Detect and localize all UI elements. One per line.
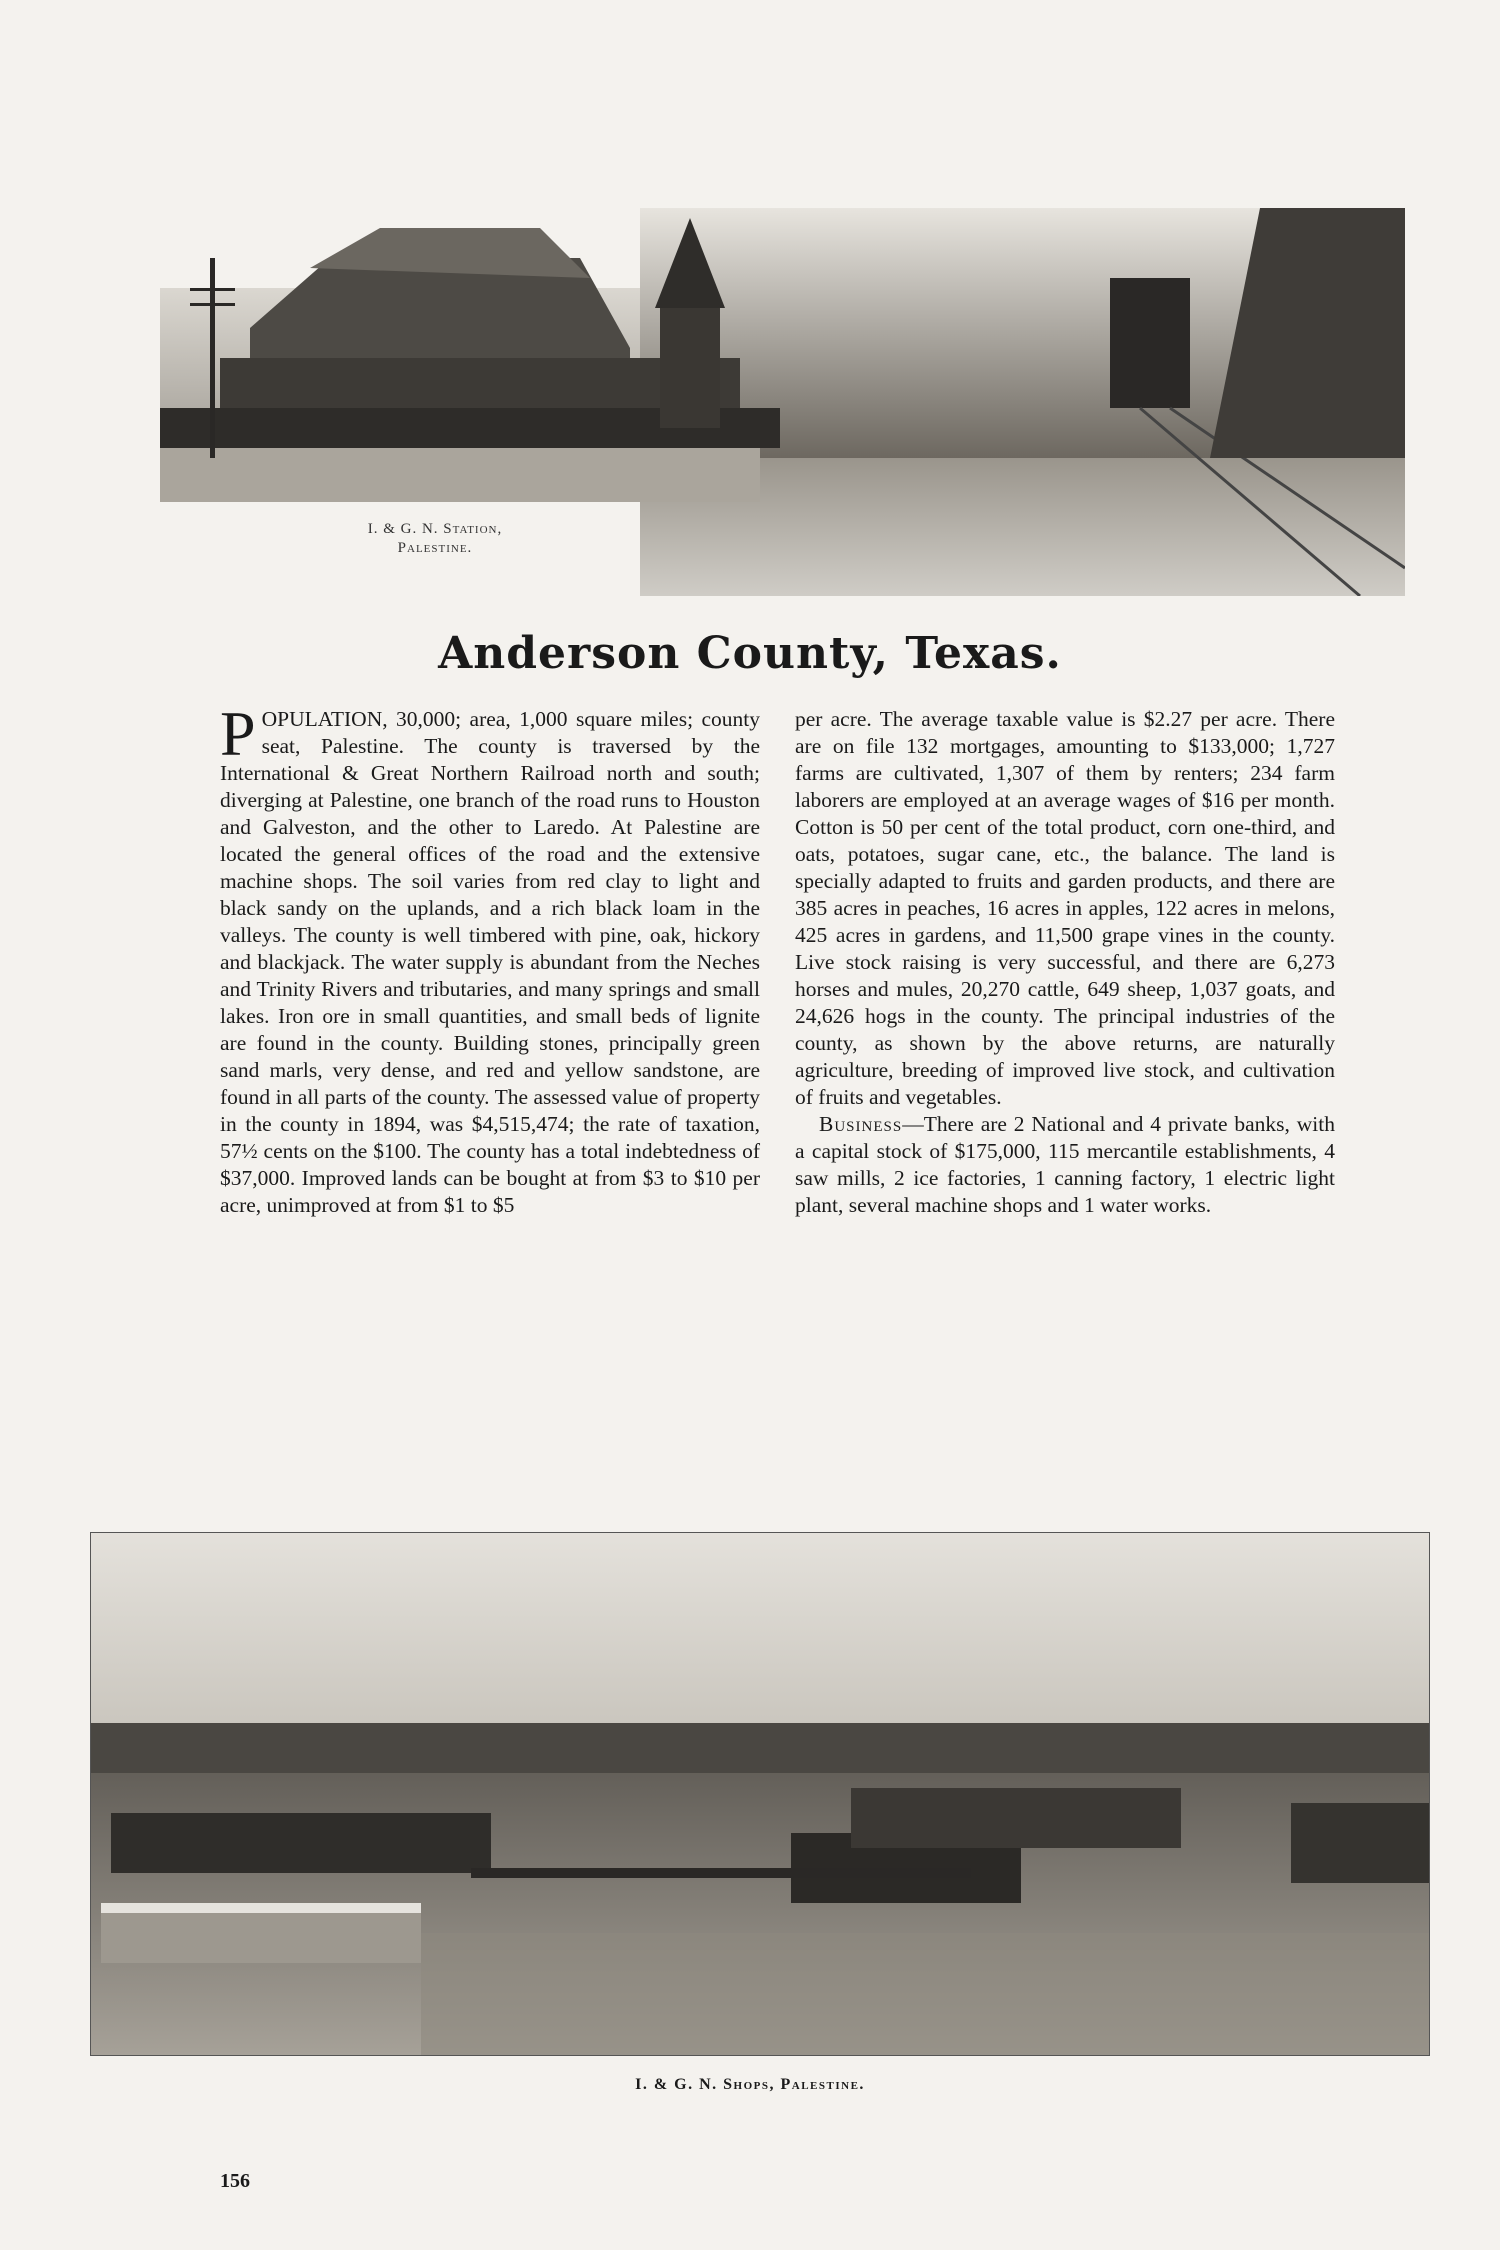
station-caption-line2: Palestine. [397,540,473,556]
business-paragraph [795,1111,1335,1219]
right-column [795,706,1335,1219]
station-caption-line1: I. & G. N. Station, [367,521,503,537]
left-column [220,698,760,1219]
right-column-text: per acre. The average taxable value is $2.27 per acre. There are on file 132 mortgages, amounting to $133,000; 1,727 farms are cultivated, 1,307 of them by renters; 234 farm laborers are employed at an average wages of $16 per month. Cotton is 50 per cent of the total product, corn one-third, and oats, potatoes, sugar cane, etc., the balance. The land is specially adapted to fruits and garden products, and there are 385 acres in peaches, 16 acres in apples, 122 acres in melons, 425 acres in gardens, and 11,500 grape vines in the county. Live stock raising is very successful, and there are 6,273 horses and mules, 20,270 cattle, 649 sheep, 1,037 goats, and 24,626 hogs in the county. The principal industries of the county, as shown by the above returns, are naturally agriculture, breeding of improved live stock, and cultivation of fruits and vegetables. [795,707,1335,1109]
page-number: 156 [220,2170,250,2192]
shops-caption: I. & G. N. Shops, Palestine. [635,2076,865,2093]
business-label: Business [819,1112,903,1136]
station-caption [305,520,565,558]
left-column-text: OPULATION, 30,000; area, 1,000 square miles; county seat, Palestine. The county is traversed by the International & Great Northern Railroad north and south; diverging at Palestine, one branch of the road runs to Houston and Galveston, and the other to Laredo. At Palestine are located the general offices of the road and the extensive machine shops. The soil varies from red clay to light and black sandy on the uplands, and a rich black loam in the valleys. The county is well timbered with pine, oak, hickory and blackjack. The water supply is abundant from the Neches and Trinity Rivers and tributaries, and many springs and small lakes. Iron ore in small quantities, and small beds of lignite are found in the county. Building stones, principally green sand marls, very dense, and red and yellow sandstone, are found in all parts of the county. The assessed value of property in the county in 1894, was $4,515,474; the rate of taxation, 57½ cents on the $100. The county has a total indebtedness of $37,000. Improved lands can be bought at from $3 to $10 per acre, unimproved at from $1 to $5 [220,707,760,1217]
page-title: Anderson County, Texas. [438,628,1062,679]
drop-cap: P [220,698,256,769]
shops-photo [90,1532,1430,2056]
business-text: —There are 2 National and 4 private banks, with a capital stock of $175,000, 115 mercantile establishments, 4 saw mills, 2 ice factories, 1 canning factory, 1 electric light plant, several machine shops and 1 water works. [795,1112,1335,1217]
shops-illustration [91,1533,1429,2055]
